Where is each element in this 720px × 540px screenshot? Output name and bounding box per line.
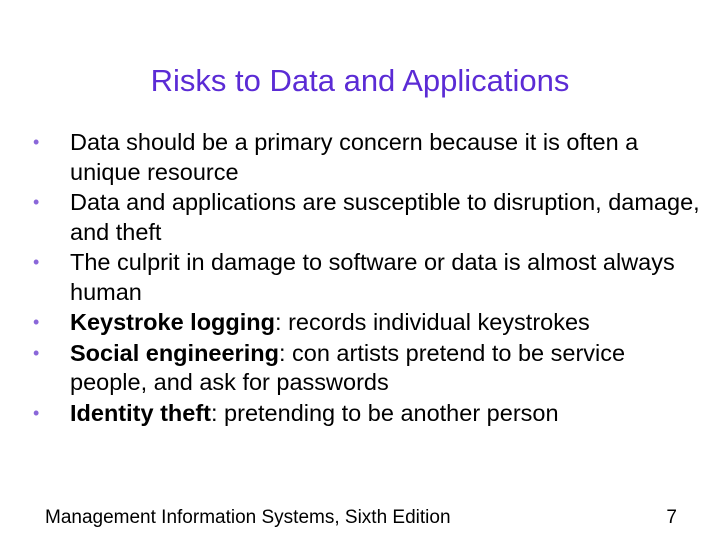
bullet-icon: • — [33, 312, 40, 332]
bullet-text: Data should be a primary concern because it is often a unique resource — [70, 129, 639, 185]
bullet-icon: • — [33, 192, 40, 212]
bullet-item — [33, 248, 705, 307]
bullet-text: Data and applications are susceptible to disruption, damage, and theft — [70, 189, 700, 245]
bullet-icon: • — [33, 252, 40, 272]
bullet-item — [33, 339, 705, 398]
bullet-term: Identity theft — [70, 399, 211, 426]
bullet-item — [33, 188, 705, 247]
bullet-text: The culprit in damage to software or data is almost always human — [70, 249, 675, 305]
bullet-term: Social engineering — [70, 339, 279, 366]
bullet-item — [33, 399, 705, 429]
bullet-text: : con artists pretend to be service people, and ask for passwords — [70, 339, 626, 395]
bullet-list — [33, 128, 705, 429]
slide-title: Risks to Data and Applications — [150, 63, 570, 98]
footer-text: Management Information Systems, Sixth Edition — [45, 507, 451, 528]
bullet-term: Keystroke logging — [70, 309, 276, 335]
bullet-icon: • — [33, 132, 40, 152]
bullet-item — [33, 308, 705, 338]
bullet-text: : pretending to be another person — [211, 399, 559, 426]
bullet-item — [33, 128, 705, 187]
bullet-text: : records individual keystrokes — [275, 309, 590, 335]
bullet-icon: • — [33, 402, 40, 423]
bullet-icon: • — [33, 342, 40, 363]
page-number: 7 — [666, 507, 677, 528]
